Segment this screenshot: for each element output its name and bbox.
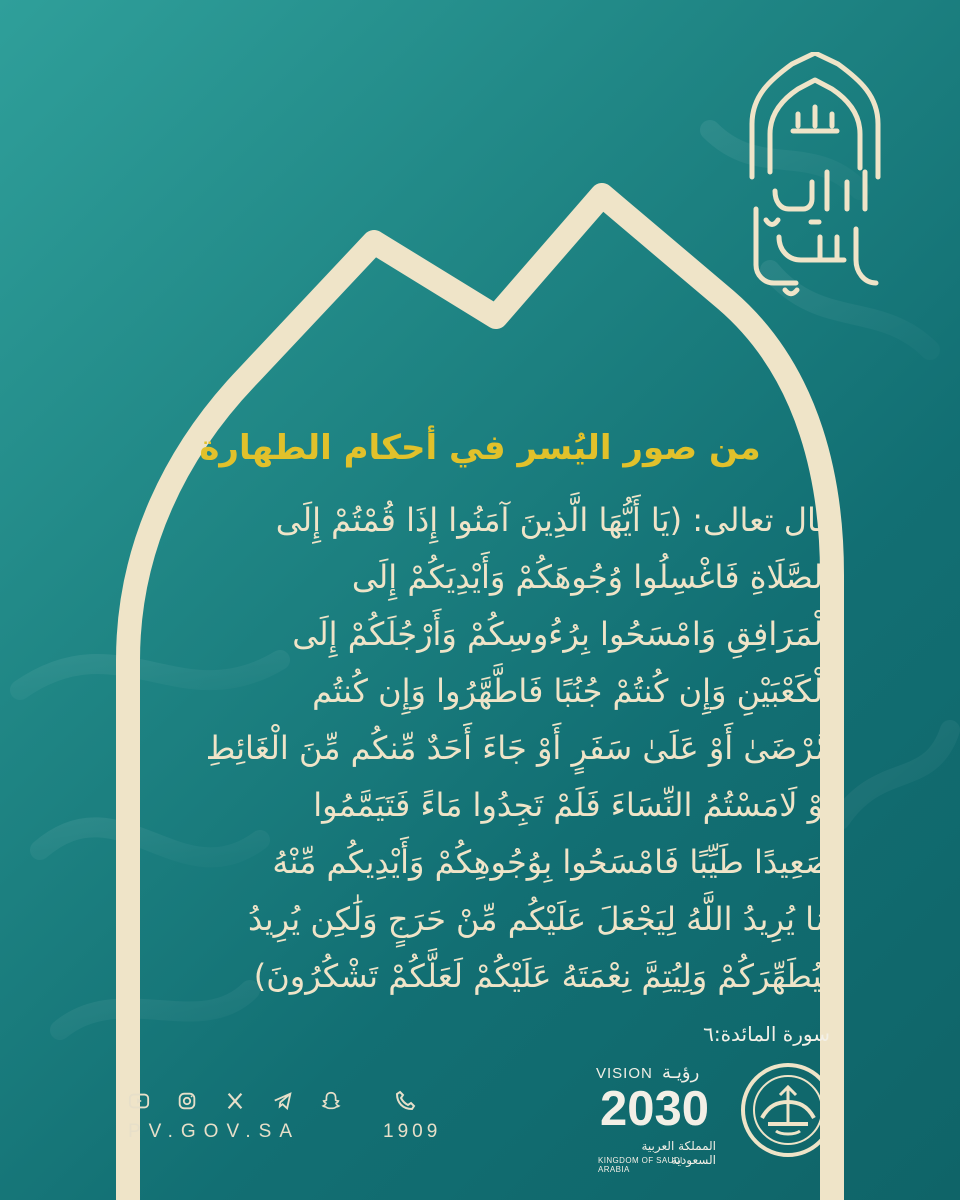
kingdom-arabic: المملكة العربية السعودية — [641, 1139, 716, 1167]
verse-text — [128, 492, 832, 1005]
brand-logo — [740, 52, 890, 302]
phone-number[interactable]: 1909 — [383, 1121, 442, 1142]
verse-line: الصَّلَاةِ فَاغْسِلُوا وُجُوهَكُمْ وَأَيْدِيَكُمْ إِلَى — [351, 558, 832, 596]
vision-logo — [596, 1062, 716, 1175]
verse-line: أَوْ لَامَسْتُمُ النِّسَاءَ فَلَمْ تَجِدُوا مَاءً فَتَيَمَّمُوا — [313, 786, 832, 824]
ministry-seal — [738, 1060, 838, 1160]
footer-contact — [128, 1090, 448, 1150]
vision-year: 2030 — [600, 1082, 710, 1136]
phone-icon[interactable] — [393, 1089, 417, 1113]
vision-arabic: رؤيـة — [662, 1062, 700, 1083]
website-link[interactable]: PV.GOV.SA — [128, 1121, 300, 1142]
page-title: من صور اليُسر في أحكام الطهارة — [199, 428, 761, 468]
verse-source: سورة المائدة:٦ — [703, 1022, 830, 1046]
instagram-icon[interactable] — [176, 1090, 198, 1112]
snapchat-icon[interactable] — [320, 1090, 342, 1112]
social-links — [128, 1090, 368, 1114]
verse-line: لِيُطَهِّرَكُمْ وَلِيُتِمَّ نِعْمَتَهُ عَلَيْكُمْ لَعَلَّكُمْ تَشْكُرُونَ) — [253, 957, 832, 995]
verse-line: قال تعالى: (يَا أَيُّهَا الَّذِينَ آمَنُوا إِذَا قُمْتُمْ إِلَى — [275, 501, 832, 539]
kingdom-english: KINGDOM OF SAUDI ARABIA — [598, 1156, 683, 1174]
x-icon[interactable] — [224, 1090, 246, 1112]
youtube-icon[interactable] — [128, 1090, 150, 1112]
verse-line: الْمَرَافِقِ وَامْسَحُوا بِرُءُوسِكُمْ وَأَرْجُلَكُمْ إِلَى — [292, 615, 832, 653]
verse-line: مَّرْضَىٰ أَوْ عَلَىٰ سَفَرٍ أَوْ جَاءَ أَحَدٌ مِّنكُم مِّنَ الْغَائِطِ — [205, 729, 832, 767]
verse-line: الْكَعْبَيْنِ وَإِن كُنتُمْ جُنُبًا فَاطَّهَّرُوا وَإِن كُنتُم — [312, 672, 832, 710]
verse-line: مَا يُرِيدُ اللَّهُ لِيَجْعَلَ عَلَيْكُم مِّنْ حَرَجٍ وَلَٰكِن يُرِيدُ — [247, 900, 832, 938]
vision-english: VISION — [596, 1065, 653, 1082]
verse-line: صَعِيدًا طَيِّبًا فَامْسَحُوا بِوُجُوهِكُمْ وَأَيْدِيكُم مِّنْهُ — [272, 843, 832, 881]
telegram-icon[interactable] — [272, 1090, 294, 1112]
